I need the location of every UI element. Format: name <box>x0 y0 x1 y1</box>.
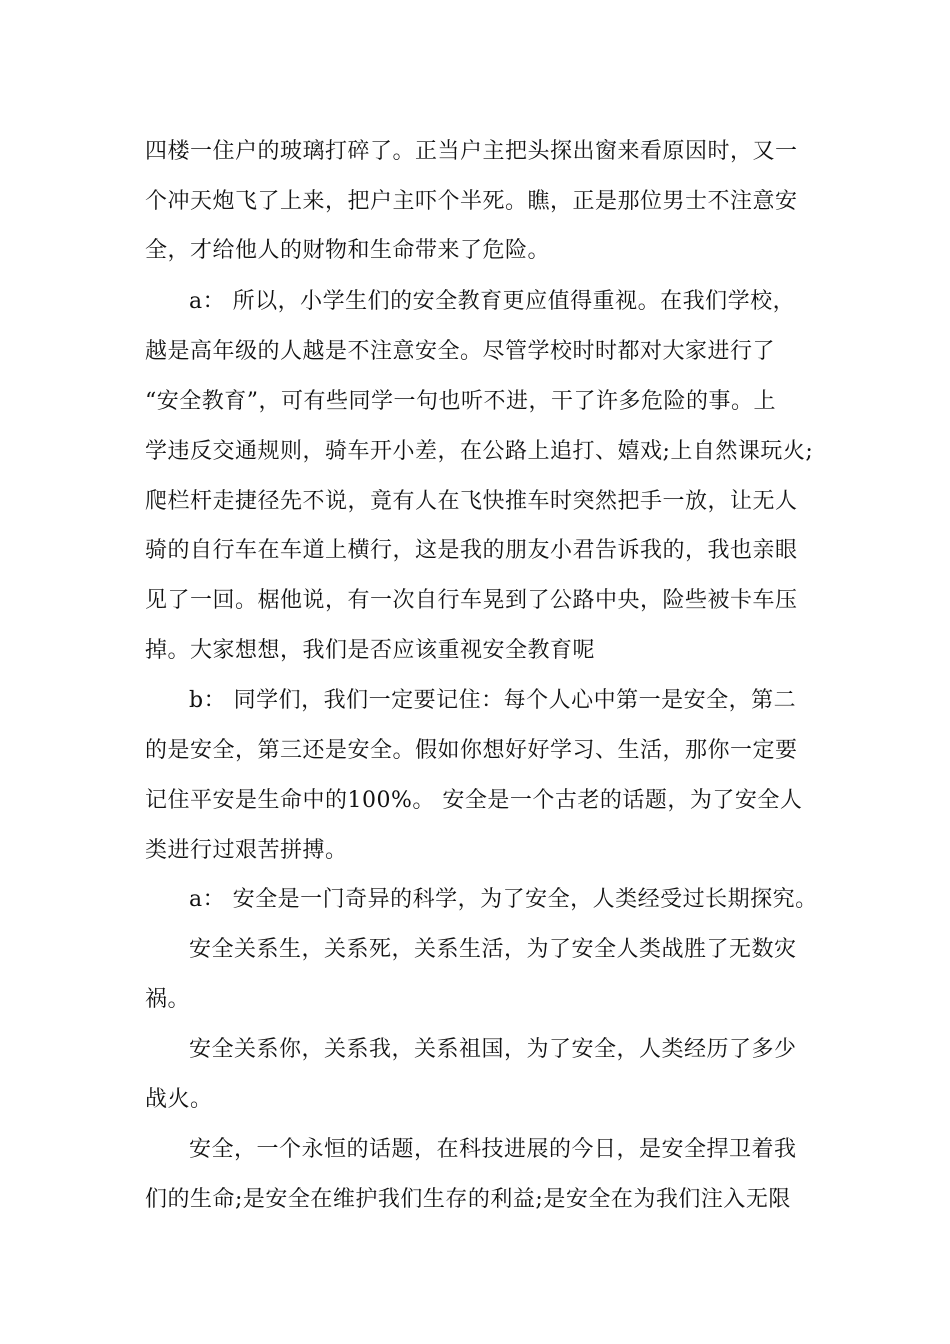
paragraph-start-line: b： 同学们，我们一定要记住：每个人心中第一是安全，第二 <box>189 688 797 713</box>
paragraph-start-line: a： 所以，小学生们的安全教育更应值得重视。在我们学校， <box>189 289 796 314</box>
paragraph-start-line: 安全关系生，关系死，关系生活，为了安全人类战胜了无数灾 <box>189 937 797 962</box>
paragraph-start-line: 安全，一个永恒的话题，在科技进展的今日，是安全捍卫着我 <box>189 1137 797 1162</box>
text-line: “安全教育”，可有些同学一句也听不进，干了许多危险的事。上 <box>145 389 776 414</box>
text-line: 们的生命;是安全在维护我们生存的利益;是安全在为我们注入无限 <box>145 1187 791 1212</box>
text-line: 骑的自行车在车道上横行，这是我的朋友小君告诉我的，我也亲眼 <box>145 538 798 563</box>
text-line: 越是高年级的人越是不注意安全。尽管学校时时都对大家进行了 <box>145 339 776 364</box>
text-line: 个冲天炮飞了上来，把户主吓个半死。瞧，正是那位男士不注意安 <box>145 189 798 214</box>
text-line: 的是安全，第三还是安全。假如你想好好学习、生活，那你一定要 <box>145 738 798 763</box>
text-line: 四楼一住户的玻璃打碎了。正当户主把头探出窗来看原因时，又一 <box>145 139 798 164</box>
text-line: 见了一回。椐他说，有一次自行车晃到了公路中央，险些被卡车压 <box>145 588 798 613</box>
text-line: 记住平安是生命中的100%。 安全是一个古老的话题，为了安全人 <box>145 788 803 813</box>
text-line: 爬栏杆走捷径先不说，竟有人在飞快推车时突然把手一放，让无人 <box>145 489 798 514</box>
paragraph-start-line: a： 安全是一门奇异的科学，为了安全，人类经受过长期探究。 <box>189 887 818 912</box>
paragraph-start-line: 安全关系你，关系我，关系祖国，为了安全，人类经历了多少 <box>189 1037 797 1062</box>
text-line: 掉。大家想想，我们是否应该重视安全教育呢 <box>145 638 596 663</box>
text-line: 全，才给他人的财物和生命带来了危险。 <box>145 238 551 263</box>
text-line: 战火。 <box>145 1087 213 1112</box>
text-line: 类进行过艰苦拼搏。 <box>145 838 348 863</box>
text-line: 学违反交通规则，骑车开小差，在公路上追打、嬉戏;上自然课玩火; <box>145 439 814 464</box>
text-line: 祸。 <box>145 987 191 1012</box>
